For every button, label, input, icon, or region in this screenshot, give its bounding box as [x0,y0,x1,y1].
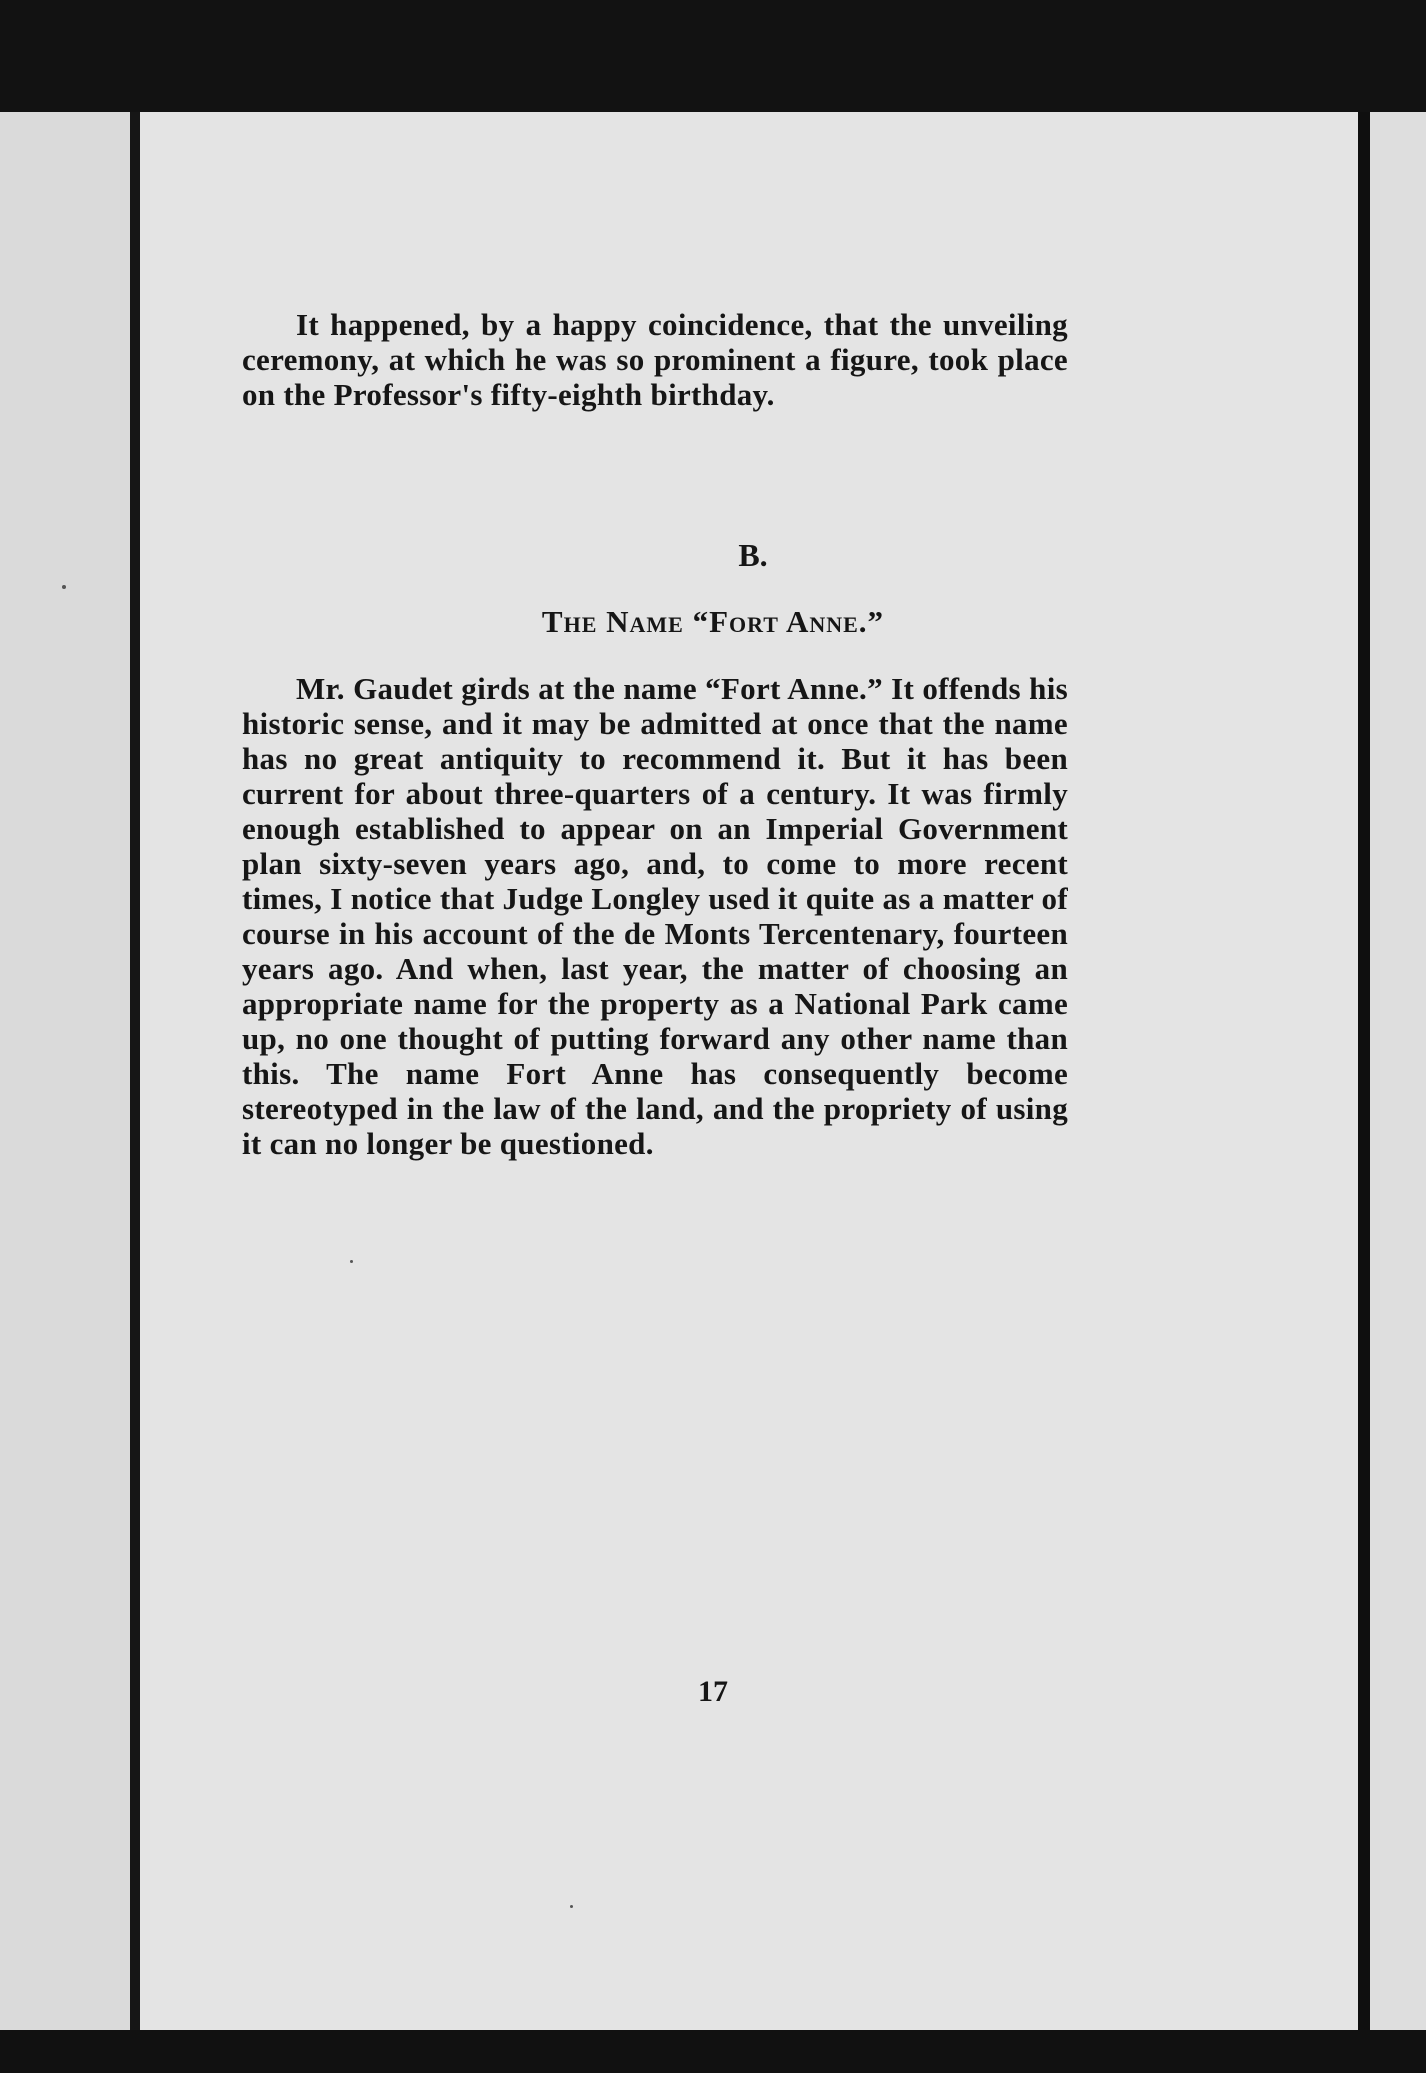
scan-speck [350,1260,353,1263]
section-letter-text: B. [738,537,768,573]
facing-page-edge [0,112,130,2032]
scan-speck [62,585,66,589]
opening-paragraph [242,307,1068,412]
scan-bottom-border [0,2030,1426,2073]
section-letter [0,537,1426,574]
page-edge-shadow [1358,112,1370,2030]
page-number: 17 [698,1675,728,1708]
body-paragraph [242,671,1068,1161]
binding-gutter [130,112,140,2032]
section-heading: The Name “Fort Anne.” [541,604,885,639]
scan-top-border [0,0,1426,112]
paragraph-text: Mr. Gaudet girds at the name “Fort Anne.” It offends his historic sense, and it may be admitted at once that the name has no great antiquity to recommend it. But it has been current for about three-quarters of a century. It was firmly enough established to appear on an Imperial Government plan sixty-seven years ago, and, to come to more recent times, I notice that Judge Longley used it quite as a matter of course in his account of the de Monts Tercentenary, fourteen years ago. And when, last year, the matter of choosing an appropriate name for the property as a National Park came up, no one thought of putting forward any other name than this. The name Fort Anne has consequently become stereotyped in the law of the land, and the propriety of using it can no longer be questioned. [242,671,1068,1161]
scan-right-margin [1370,112,1426,2030]
paragraph-text: It happened, by a happy coincidence, that the unveiling ceremony, at which he was so prominent a figure, took place on the Professor's fifty-eighth birthday. [242,307,1068,412]
scan-speck [570,1905,573,1908]
